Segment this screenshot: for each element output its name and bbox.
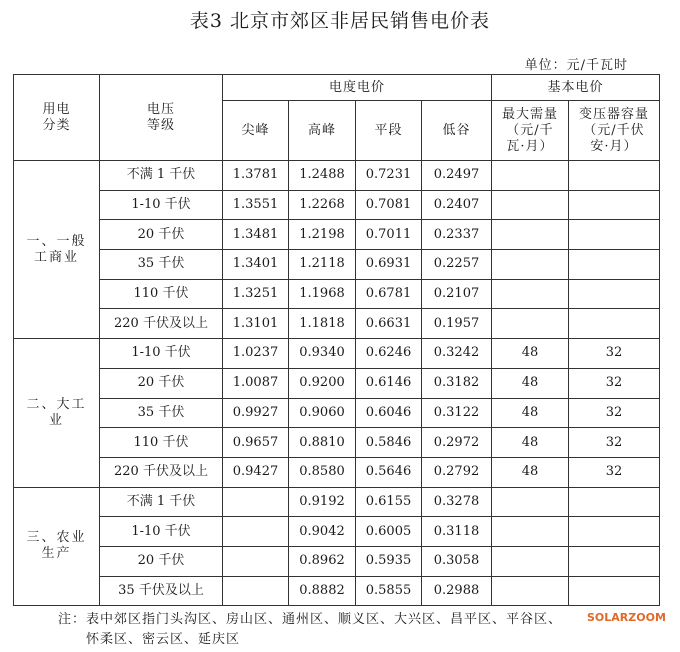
- peak-price-cell: [223, 546, 289, 576]
- page-title: 表3 北京市郊区非居民销售电价表: [189, 10, 491, 32]
- peak-price-cell: 0.9657: [223, 428, 289, 458]
- flat-price-cell: 0.6631: [356, 309, 422, 339]
- footnote-line-2: 怀柔区、密云区、延庆区: [86, 632, 241, 647]
- header-max-demand: 最大需量 （元/千 瓦·月）: [492, 101, 569, 161]
- transformer-capacity-cell: [569, 190, 660, 220]
- high-price-cell: 0.8580: [289, 457, 356, 487]
- peak-price-cell: 1.3401: [223, 250, 289, 280]
- peak-price-cell: 1.0237: [223, 339, 289, 369]
- valley-price-cell: 0.2792: [422, 457, 492, 487]
- price-table: [13, 74, 660, 606]
- valley-price-cell: 0.2257: [422, 250, 492, 280]
- transformer-capacity-cell: 32: [569, 428, 660, 458]
- unit-label: 单位：元/千瓦时: [524, 58, 628, 73]
- valley-price-cell: 0.2972: [422, 428, 492, 458]
- voltage-cell: 35 千伏及以上: [100, 576, 223, 606]
- high-price-cell: 1.2118: [289, 250, 356, 280]
- peak-price-cell: 1.3551: [223, 190, 289, 220]
- flat-price-cell: 0.6046: [356, 398, 422, 428]
- flat-price-cell: 0.7011: [356, 220, 422, 250]
- table-row: [14, 279, 660, 309]
- table-row: [14, 339, 660, 369]
- flat-price-cell: 0.5646: [356, 457, 422, 487]
- header-peak: 尖峰: [223, 101, 289, 161]
- flat-price-cell: 0.5846: [356, 428, 422, 458]
- valley-price-cell: 0.2337: [422, 220, 492, 250]
- flat-price-cell: 0.5855: [356, 576, 422, 606]
- footnote: [58, 610, 562, 650]
- voltage-cell: 不满 1 千伏: [100, 161, 223, 191]
- valley-price-cell: 0.3242: [422, 339, 492, 369]
- table-row: [14, 190, 660, 220]
- high-price-cell: 1.1968: [289, 279, 356, 309]
- flat-price-cell: 0.6005: [356, 517, 422, 547]
- transformer-capacity-cell: [569, 546, 660, 576]
- header-basic-price: 基本电价: [492, 75, 660, 101]
- valley-price-cell: 0.2407: [422, 190, 492, 220]
- peak-price-cell: 1.3101: [223, 309, 289, 339]
- max-demand-cell: 48: [492, 339, 569, 369]
- voltage-cell: 1-10 千伏: [100, 190, 223, 220]
- table-row: [14, 309, 660, 339]
- max-demand-cell: [492, 250, 569, 280]
- max-demand-cell: [492, 576, 569, 606]
- flat-price-cell: 0.6155: [356, 487, 422, 517]
- voltage-cell: 35 千伏: [100, 398, 223, 428]
- valley-price-cell: 0.3278: [422, 487, 492, 517]
- valley-price-cell: 0.3182: [422, 368, 492, 398]
- header-energy-price: 电度电价: [223, 75, 492, 101]
- header-high: 高峰: [289, 101, 356, 161]
- max-demand-cell: [492, 546, 569, 576]
- header-category: 用电 分类: [14, 75, 100, 161]
- peak-price-cell: 1.3251: [223, 279, 289, 309]
- peak-price-cell: [223, 517, 289, 547]
- transformer-capacity-cell: [569, 161, 660, 191]
- group-name: 三、农业 生产: [14, 487, 100, 606]
- voltage-cell: 1-10 千伏: [100, 517, 223, 547]
- peak-price-cell: 1.3481: [223, 220, 289, 250]
- transformer-capacity-cell: [569, 220, 660, 250]
- transformer-capacity-cell: [569, 279, 660, 309]
- high-price-cell: 0.9200: [289, 368, 356, 398]
- table-row: [14, 576, 660, 606]
- high-price-cell: 1.2268: [289, 190, 356, 220]
- table-row: [14, 250, 660, 280]
- valley-price-cell: 0.3058: [422, 546, 492, 576]
- header-voltage: 电压 等级: [100, 75, 223, 161]
- peak-price-cell: [223, 487, 289, 517]
- max-demand-cell: [492, 220, 569, 250]
- valley-price-cell: 0.1957: [422, 309, 492, 339]
- voltage-cell: 20 千伏: [100, 546, 223, 576]
- group-name: 一、一般 工商业: [14, 161, 100, 339]
- transformer-capacity-cell: 32: [569, 368, 660, 398]
- table-row: [14, 517, 660, 547]
- table-row: [14, 457, 660, 487]
- transformer-capacity-cell: [569, 309, 660, 339]
- valley-price-cell: 0.3118: [422, 517, 492, 547]
- high-price-cell: 1.2198: [289, 220, 356, 250]
- transformer-capacity-cell: [569, 250, 660, 280]
- max-demand-cell: [492, 309, 569, 339]
- valley-price-cell: 0.2107: [422, 279, 492, 309]
- table-row: [14, 398, 660, 428]
- table-row: [14, 368, 660, 398]
- voltage-cell: 20 千伏: [100, 220, 223, 250]
- max-demand-cell: [492, 487, 569, 517]
- peak-price-cell: 0.9427: [223, 457, 289, 487]
- voltage-cell: 不满 1 千伏: [100, 487, 223, 517]
- high-price-cell: 0.9060: [289, 398, 356, 428]
- table-row: [14, 161, 660, 191]
- header-flat: 平段: [356, 101, 422, 161]
- voltage-cell: 220 千伏及以上: [100, 457, 223, 487]
- valley-price-cell: 0.2988: [422, 576, 492, 606]
- voltage-cell: 110 千伏: [100, 279, 223, 309]
- group-name: 二、大工 业: [14, 339, 100, 487]
- transformer-capacity-cell: 32: [569, 339, 660, 369]
- peak-price-cell: 0.9927: [223, 398, 289, 428]
- high-price-cell: 0.9340: [289, 339, 356, 369]
- transformer-capacity-cell: [569, 487, 660, 517]
- max-demand-cell: [492, 279, 569, 309]
- high-price-cell: 0.9042: [289, 517, 356, 547]
- flat-price-cell: 0.7231: [356, 161, 422, 191]
- table-row: [14, 487, 660, 517]
- max-demand-cell: 48: [492, 368, 569, 398]
- high-price-cell: 0.8962: [289, 546, 356, 576]
- flat-price-cell: 0.6246: [356, 339, 422, 369]
- flat-price-cell: 0.6146: [356, 368, 422, 398]
- transformer-capacity-cell: [569, 576, 660, 606]
- high-price-cell: 1.2488: [289, 161, 356, 191]
- peak-price-cell: 1.3781: [223, 161, 289, 191]
- high-price-cell: 0.9192: [289, 487, 356, 517]
- max-demand-cell: 48: [492, 457, 569, 487]
- flat-price-cell: 0.5935: [356, 546, 422, 576]
- high-price-cell: 0.8810: [289, 428, 356, 458]
- flat-price-cell: 0.6931: [356, 250, 422, 280]
- max-demand-cell: 48: [492, 398, 569, 428]
- high-price-cell: 0.8882: [289, 576, 356, 606]
- voltage-cell: 220 千伏及以上: [100, 309, 223, 339]
- max-demand-cell: [492, 161, 569, 191]
- watermark-logo: SOLARZOOM: [587, 611, 666, 624]
- peak-price-cell: 1.0087: [223, 368, 289, 398]
- max-demand-cell: [492, 190, 569, 220]
- footnote-line-1: 注：表中郊区指门头沟区、房山区、通州区、顺义区、大兴区、昌平区、平谷区、: [58, 612, 563, 627]
- voltage-cell: 35 千伏: [100, 250, 223, 280]
- voltage-cell: 1-10 千伏: [100, 339, 223, 369]
- high-price-cell: 1.1818: [289, 309, 356, 339]
- flat-price-cell: 0.7081: [356, 190, 422, 220]
- voltage-cell: 110 千伏: [100, 428, 223, 458]
- transformer-capacity-cell: 32: [569, 398, 660, 428]
- transformer-capacity-cell: [569, 517, 660, 547]
- valley-price-cell: 0.2497: [422, 161, 492, 191]
- flat-price-cell: 0.6781: [356, 279, 422, 309]
- max-demand-cell: [492, 517, 569, 547]
- transformer-capacity-cell: 32: [569, 457, 660, 487]
- voltage-cell: 20 千伏: [100, 368, 223, 398]
- max-demand-cell: 48: [492, 428, 569, 458]
- table-row: [14, 546, 660, 576]
- peak-price-cell: [223, 576, 289, 606]
- table-row: [14, 428, 660, 458]
- header-valley: 低谷: [422, 101, 492, 161]
- table-row: [14, 220, 660, 250]
- valley-price-cell: 0.3122: [422, 398, 492, 428]
- table-body: [14, 161, 660, 606]
- header-transformer: 变压器容量 （元/千伏 安·月）: [569, 101, 660, 161]
